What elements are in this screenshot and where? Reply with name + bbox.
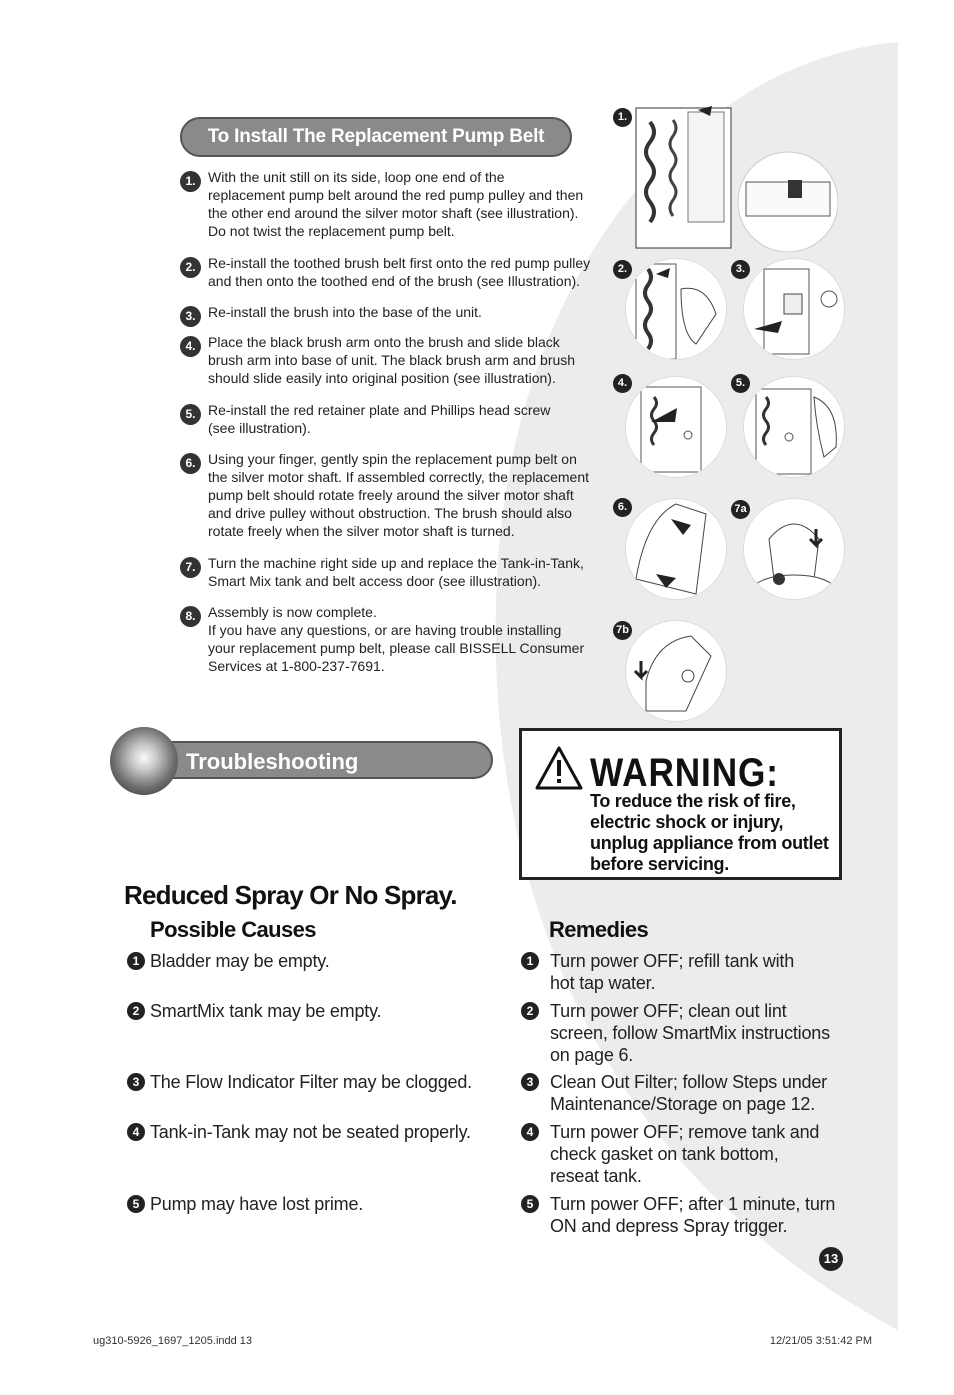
footer-timestamp: 12/21/05 3:51:42 PM xyxy=(769,1335,872,1347)
step-text: With the unit still on its side, loop one end of the replacement pump belt around the red pump pulley and then the other end around the silver motor shaft (see illustration). Do not twist the replacement pump belt. xyxy=(208,169,584,239)
warning-title: WARNING: xyxy=(590,751,779,795)
cause-number: 5 xyxy=(127,1195,145,1213)
step-text: Re-install the toothed brush belt first onto the red pump pulley and then onto the toothed end of the brush (see Illustration). xyxy=(208,255,591,289)
illustration-6 xyxy=(625,498,727,600)
remedy-number: 2 xyxy=(521,1002,539,1020)
step-number: 1. xyxy=(180,171,201,192)
remedies-heading: Remedies xyxy=(549,917,649,942)
remedy-text: Turn power OFF; clean out lint screen, follow SmartMix instructions on page 6. xyxy=(550,1001,830,1065)
troubleshooting-title: Troubleshooting xyxy=(140,741,493,779)
troubleshooting-sphere-icon xyxy=(110,727,178,795)
illustration-label: 7a xyxy=(731,500,750,519)
remedy-number: 1 xyxy=(521,952,539,970)
remedy-text: Turn power OFF; refill tank with hot tap water. xyxy=(550,951,795,993)
page-number: 13 xyxy=(819,1247,843,1271)
illustration-7a xyxy=(743,498,845,600)
illustration-2 xyxy=(625,258,727,360)
step-text: Using your finger, gently spin the replacement pump belt on the silver motor shaft. If assembled correctly, the replacement pump belt should rotate freely around the silver motor shaft and drive pulley without obstruction. The brush should also rotate freely when the silver motor shaft is turned. xyxy=(208,451,590,539)
cause-text: Bladder may be empty. xyxy=(150,951,330,971)
step-text: Turn the machine right side up and replace the Tank-in-Tank, Smart Mix tank and belt access door (see illustration). xyxy=(208,555,584,589)
step-number: 7. xyxy=(180,557,201,578)
illustration-3 xyxy=(743,258,845,360)
cause-number: 4 xyxy=(127,1123,145,1141)
step-number: 6. xyxy=(180,453,201,474)
illustration-4 xyxy=(625,376,727,478)
step-number: 2. xyxy=(180,257,201,278)
step-number: 5. xyxy=(180,404,201,425)
warning-triangle-icon xyxy=(534,745,584,791)
cause-number: 2 xyxy=(127,1002,145,1020)
remedy-number: 3 xyxy=(521,1073,539,1091)
illustration-label: 5. xyxy=(731,374,750,393)
illustration-label: 4. xyxy=(613,374,632,393)
cause-text: Tank-in-Tank may not be seated properly. xyxy=(150,1122,471,1142)
cause-number: 1 xyxy=(127,952,145,970)
step-text: Re-install the red retainer plate and Phillips head screw (see illustration). xyxy=(208,402,551,436)
illustration-label: 7b xyxy=(613,621,632,640)
problem-heading: Reduced Spray Or No Spray. xyxy=(124,880,457,910)
warning-box xyxy=(519,728,842,880)
step-text: Assembly is now complete. If you have any questions, or are having trouble installing your replacement pump belt, please call BISSELL Consumer Services at 1-800-237-7691. xyxy=(208,604,585,674)
warning-text: To reduce the risk of fire, electric shock or injury, unplug appliance from outlet before servicing. xyxy=(590,791,829,874)
illustration-label: 1. xyxy=(613,108,632,127)
illustration-5 xyxy=(743,376,845,478)
remedy-text: Turn power OFF; remove tank and check gasket on tank bottom, reseat tank. xyxy=(550,1122,820,1186)
illustration-7b xyxy=(625,620,727,722)
footer-file-info: ug310-5926_1697_1205.indd 13 xyxy=(93,1335,253,1347)
step-number: 3. xyxy=(180,306,201,327)
causes-heading: Possible Causes xyxy=(150,917,316,942)
step-text: Place the black brush arm onto the brush and slide black brush arm into base of unit. The black brush arm and brush should slide easily into original position (see illustration). xyxy=(208,334,576,386)
step-number: 8. xyxy=(180,606,201,627)
cause-text: Pump may have lost prime. xyxy=(150,1194,364,1214)
illustration-label: 6. xyxy=(613,498,632,517)
cause-text: SmartMix tank may be empty. xyxy=(150,1001,382,1021)
illustration-label: 2. xyxy=(613,260,632,279)
illustration-1 xyxy=(628,102,838,252)
illustration-label: 3. xyxy=(731,260,750,279)
remedy-number: 5 xyxy=(521,1195,539,1213)
remedy-text: Turn power OFF; after 1 minute, turn ON and depress Spray trigger. xyxy=(550,1194,836,1236)
cause-number: 3 xyxy=(127,1073,145,1091)
cause-text: The Flow Indicator Filter may be clogged. xyxy=(150,1072,472,1092)
step-text: Re-install the brush into the base of the unit. xyxy=(208,304,482,320)
step-number: 4. xyxy=(180,336,201,357)
remedy-number: 4 xyxy=(521,1123,539,1141)
remedy-text: Clean Out Filter; follow Steps under Maintenance/Storage on page 12. xyxy=(550,1072,827,1114)
install-section-title: To Install The Replacement Pump Belt xyxy=(180,117,572,157)
